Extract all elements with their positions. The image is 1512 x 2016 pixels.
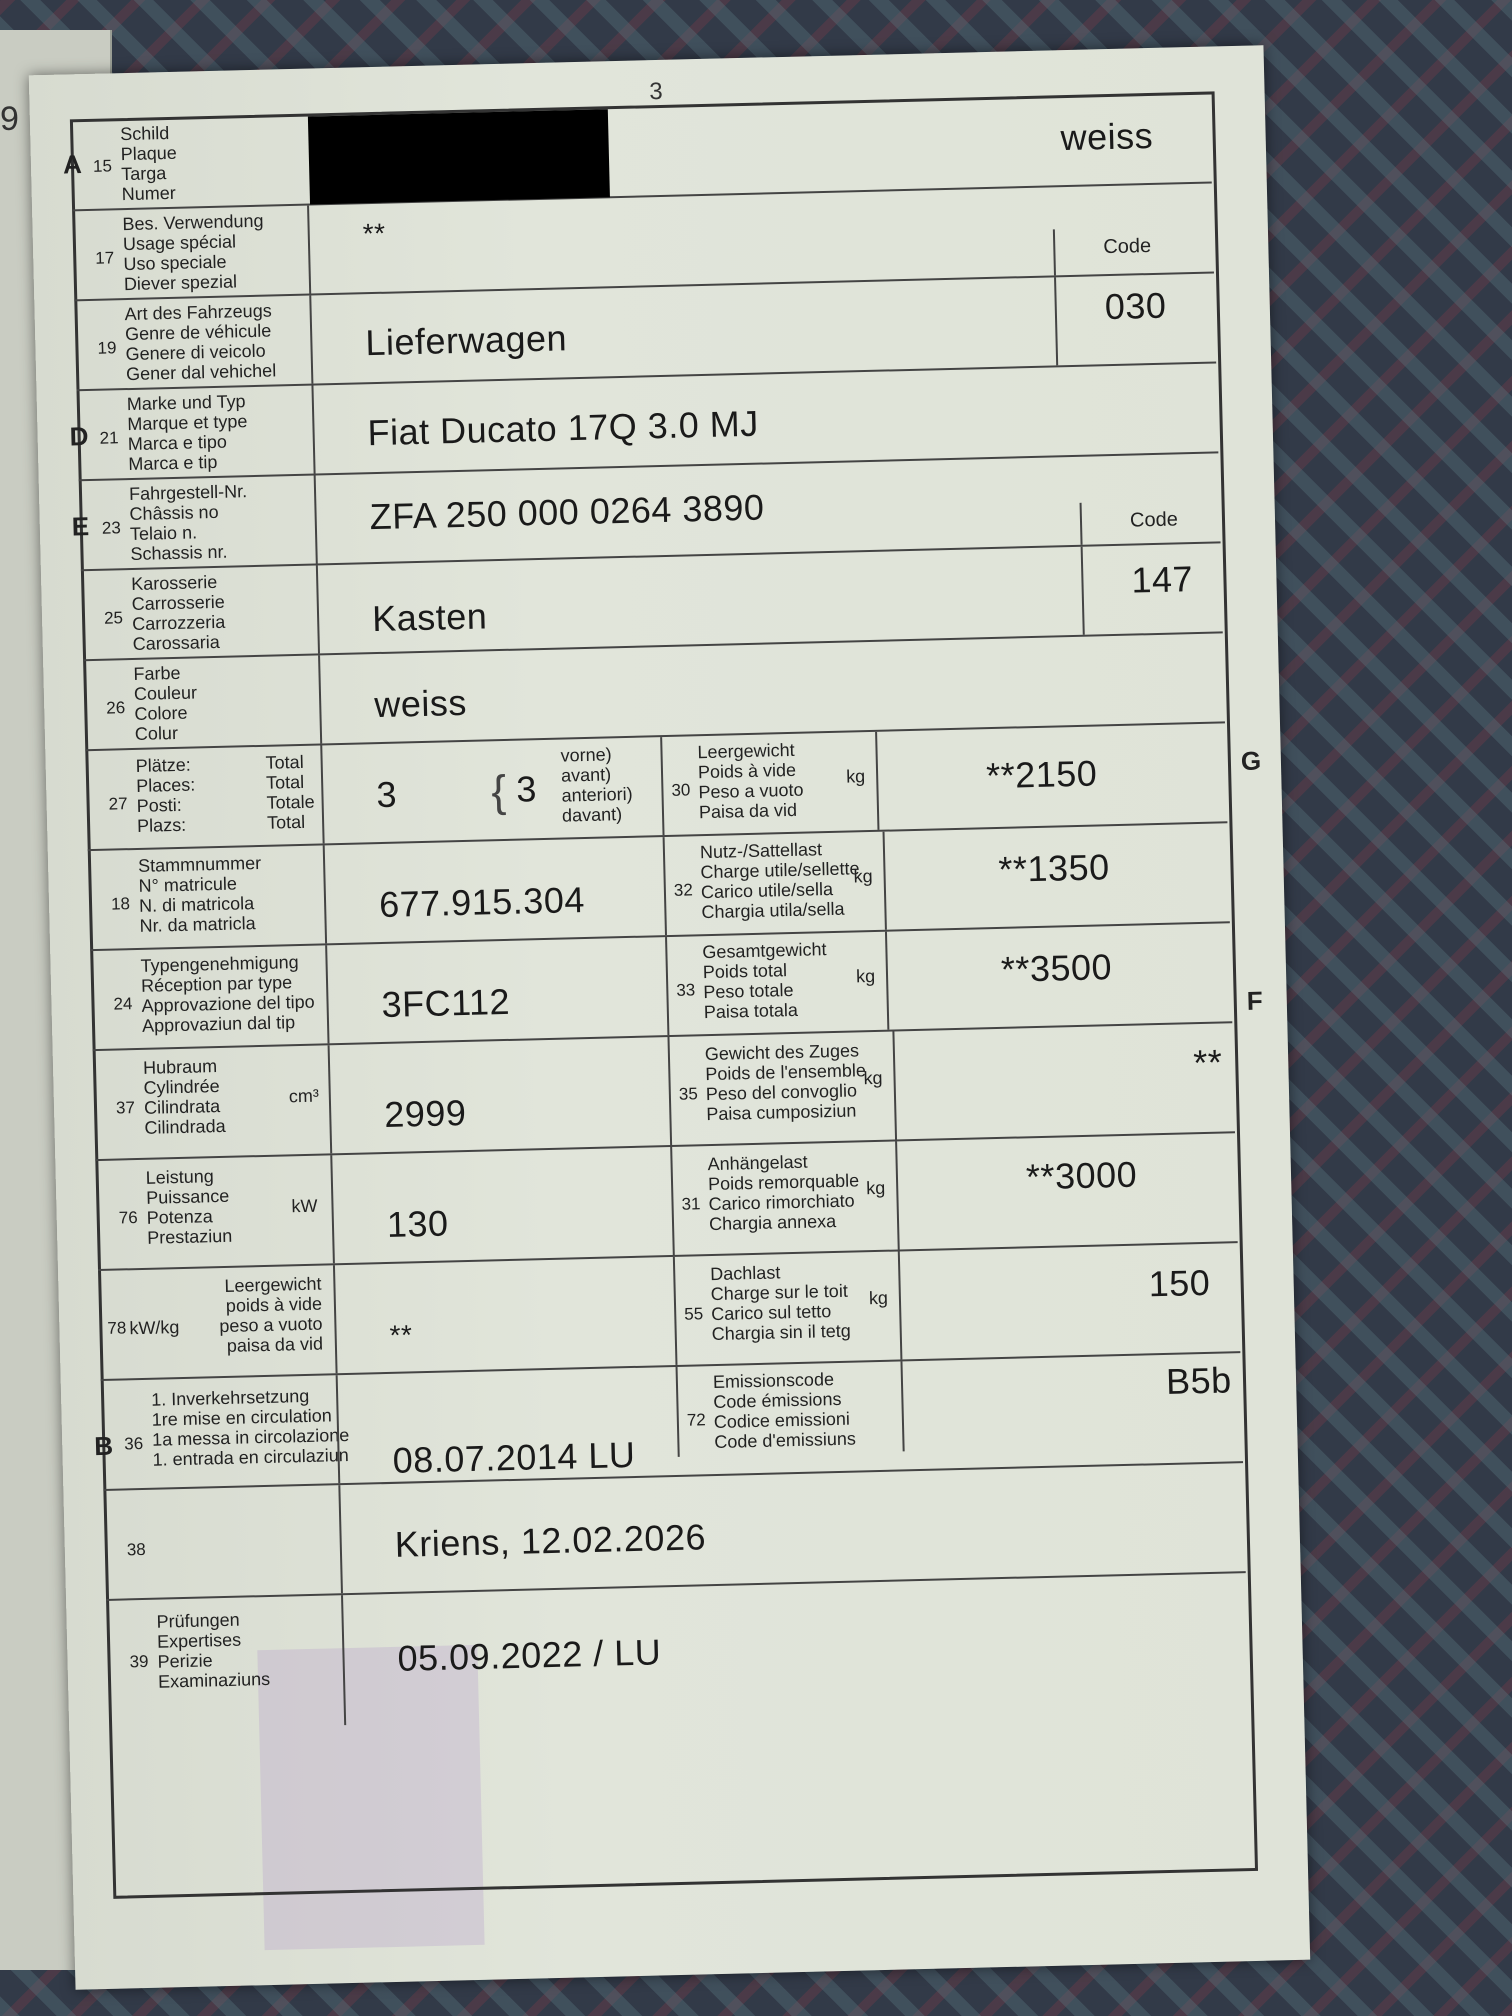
- color-label: Farbe Couleur Colore Colur: [133, 662, 198, 744]
- vehicle-type-label: Art des Fahrzeugs Genre de véhicule Genere di veicolo Gener dal vehichel: [124, 300, 277, 385]
- divider: [1080, 503, 1083, 545]
- divider: [895, 1141, 900, 1249]
- gross-weight-value: **3500: [1000, 946, 1113, 990]
- divider: [898, 1251, 903, 1359]
- trailer-load-value: **3000: [1025, 1153, 1138, 1198]
- divider: [320, 745, 324, 843]
- divider: [676, 1367, 680, 1457]
- divider: [892, 1032, 897, 1140]
- payload-value: **1350: [997, 846, 1111, 890]
- unit-kg: kg: [855, 965, 876, 987]
- vehicle-type-value: Lieferwagen: [364, 317, 568, 364]
- color-value: weiss: [373, 681, 468, 726]
- field-number: 31: [681, 1194, 701, 1214]
- seats-front-label: vorne) avant) anteriori) davant): [560, 744, 633, 826]
- usage-value: **: [362, 217, 386, 250]
- divider: [341, 1595, 346, 1725]
- divider: [883, 832, 887, 930]
- page-number: 3: [649, 77, 664, 106]
- field-number: 78: [107, 1318, 127, 1338]
- roof-load-label: Dachlast Charge sur le toit Carico sul tetto Chargia sin il tetg: [710, 1262, 852, 1345]
- inspections-value: 05.09.2022 / LU: [397, 1631, 662, 1679]
- divider: [333, 1265, 338, 1373]
- field-number: 25: [103, 608, 124, 628]
- body-label: Karosserie Carrosserie Carrozzeria Carossaria: [131, 571, 226, 655]
- divider: [875, 732, 879, 830]
- seats-total-label: Total Total Totale Total: [265, 751, 315, 833]
- unit-kg: kg: [865, 1177, 886, 1199]
- field-number: 18: [110, 894, 131, 914]
- side-letter-d: D: [69, 421, 89, 452]
- field-number: 24: [113, 994, 133, 1014]
- divider: [665, 937, 669, 1035]
- train-weight-value: **: [1192, 1041, 1223, 1084]
- plate-label: Schild Plaque Targa Numer: [120, 122, 178, 205]
- train-weight-label: Gewicht des Zuges Poids de l'ensemble Peso del convoglio Paisa cumposiziun: [704, 1040, 867, 1125]
- first-registration-label: 1. Inverkehrsetzung 1re mise en circulation 1a messa in circolazione 1. entrada en circulaziun: [150, 1385, 350, 1470]
- stammnummer-label: Stammnummer N° matricule N. di matricola Nr. da matricla: [137, 852, 262, 936]
- left-page-number: 9: [0, 100, 19, 138]
- field-number: 39: [129, 1651, 149, 1672]
- unit-kw: kW: [291, 1195, 318, 1217]
- emissions-value: B5b: [1165, 1359, 1233, 1402]
- side-letter-a: A: [62, 149, 83, 180]
- divider: [316, 565, 320, 653]
- divider: [663, 837, 667, 935]
- unit-kg: kg: [863, 1067, 883, 1089]
- divider: [1054, 277, 1058, 365]
- stammnummer-value: 677.915.304: [378, 879, 586, 926]
- gross-weight-label: Gesamtgewicht Poids total Peso totale Paisa totala: [702, 939, 827, 1023]
- power-value: 130: [386, 1202, 450, 1245]
- empty-weight-value: **2150: [985, 752, 1098, 797]
- usage-label: Bes. Verwendung Usage spécial Uso speciale Diever spezial: [122, 210, 264, 295]
- first-registration-value: 08.07.2014 LU: [392, 1433, 636, 1481]
- power-weight-label: Leergewicht poids à vide peso a vuoto paisa da vid: [219, 1273, 324, 1356]
- side-letter-b: B: [93, 1430, 114, 1462]
- displacement-value: 2999: [383, 1091, 467, 1135]
- empty-weight-label: Leergewicht Poids à vide Peso a vuoto Paisa da vid: [697, 739, 804, 823]
- body-code: 147: [1130, 558, 1194, 601]
- divider: [660, 737, 664, 835]
- inspections-label: Prüfungen Expertises Perizie Examinaziuns: [156, 1609, 271, 1692]
- field-number: 37: [115, 1098, 136, 1118]
- divider: [667, 1037, 672, 1145]
- type-approval-value: 3FC112: [381, 980, 511, 1026]
- payload-label: Nutz-/Sattellast Charge utile/sellette Carico utile/sella Chargia utila/sella: [699, 839, 860, 923]
- field-number: 35: [678, 1084, 699, 1104]
- chassis-label: Fahrgestell-Nr. Châssis no Telaio n. Schassis nr.: [128, 481, 248, 565]
- vehicle-registration-document: [29, 45, 1310, 1990]
- unit-kg: kg: [868, 1287, 889, 1309]
- divider: [328, 1045, 333, 1153]
- divider: [1081, 547, 1085, 635]
- divider: [309, 296, 313, 384]
- divider: [311, 386, 315, 474]
- power-weight-prefix: kW/kg: [129, 1317, 180, 1339]
- divider: [1053, 229, 1056, 275]
- divider: [670, 1147, 675, 1255]
- divider: [314, 475, 318, 563]
- brace-glyph: {: [490, 766, 508, 817]
- divider: [338, 1485, 343, 1593]
- code-header: Code: [1103, 235, 1152, 259]
- seats-front-value: 3: [515, 768, 538, 810]
- field-number: 55: [684, 1304, 704, 1324]
- side-letter-e: E: [71, 511, 90, 542]
- code-header: Code: [1129, 508, 1179, 532]
- seats-label: Plätze: Places: Posti: Plazs:: [135, 754, 196, 836]
- unit-kg: kg: [853, 865, 873, 887]
- field-number: 72: [686, 1410, 706, 1430]
- divider: [673, 1257, 678, 1365]
- side-letter-f: F: [1246, 985, 1264, 1016]
- divider: [318, 655, 322, 743]
- redaction-bar: [308, 109, 610, 204]
- divider: [885, 932, 889, 1030]
- displacement-label: Hubraum Cylindrée Cilindrata Cilindrada: [142, 1056, 226, 1138]
- row-inspections: [106, 1573, 1249, 1731]
- chassis-value: ZFA 250 000 0264 3890: [369, 486, 765, 538]
- make-label: Marke und Typ Marque et type Marca e tipo Marca e tip: [126, 391, 248, 475]
- emissions-label: Emissionscode Code émissions Codice emissioni Code d'emissiuns: [712, 1369, 857, 1453]
- plate-color-value: weiss: [1060, 114, 1154, 159]
- field-number: 27: [108, 794, 128, 814]
- body-value: Kasten: [371, 595, 488, 640]
- field-number: 76: [118, 1208, 138, 1228]
- field-number: 19: [97, 338, 117, 358]
- field-number: 38: [126, 1539, 146, 1560]
- seats-value: 3: [375, 773, 398, 816]
- type-approval-label: Typengenehmigung Réception par type Approvazione del tipo Approvaziun dal tip: [140, 952, 315, 1036]
- field-number: 21: [99, 428, 119, 448]
- trailer-load-label: Anhängelast Poids remorquable Carico rimorchiato Chargia annexa: [707, 1151, 860, 1235]
- field-number: 23: [101, 518, 122, 538]
- divider: [307, 206, 311, 294]
- divider: [900, 1361, 904, 1451]
- power-weight-value: **: [389, 1319, 413, 1351]
- divider: [325, 945, 329, 1043]
- issue-value: Kriens, 12.02.2026: [394, 1516, 707, 1565]
- side-letter-g: G: [1240, 745, 1262, 776]
- field-number: 15: [92, 156, 113, 176]
- field-number: 36: [124, 1433, 144, 1454]
- divider: [330, 1155, 335, 1263]
- unit-cm3: cm³: [288, 1085, 320, 1107]
- field-number: 32: [673, 880, 694, 900]
- field-number: 33: [676, 980, 696, 1000]
- make-value: Fiat Ducato 17Q 3.0 MJ: [367, 402, 760, 454]
- power-label: Leistung Puissance Potenza Prestaziun: [145, 1166, 233, 1248]
- roof-load-value: 150: [1148, 1261, 1211, 1305]
- field-number: 30: [671, 780, 691, 800]
- divider: [323, 845, 327, 943]
- vehicle-type-code: 030: [1104, 284, 1167, 328]
- unit-kg: kg: [845, 766, 866, 787]
- field-number: 26: [106, 698, 126, 718]
- field-number: 17: [95, 248, 115, 268]
